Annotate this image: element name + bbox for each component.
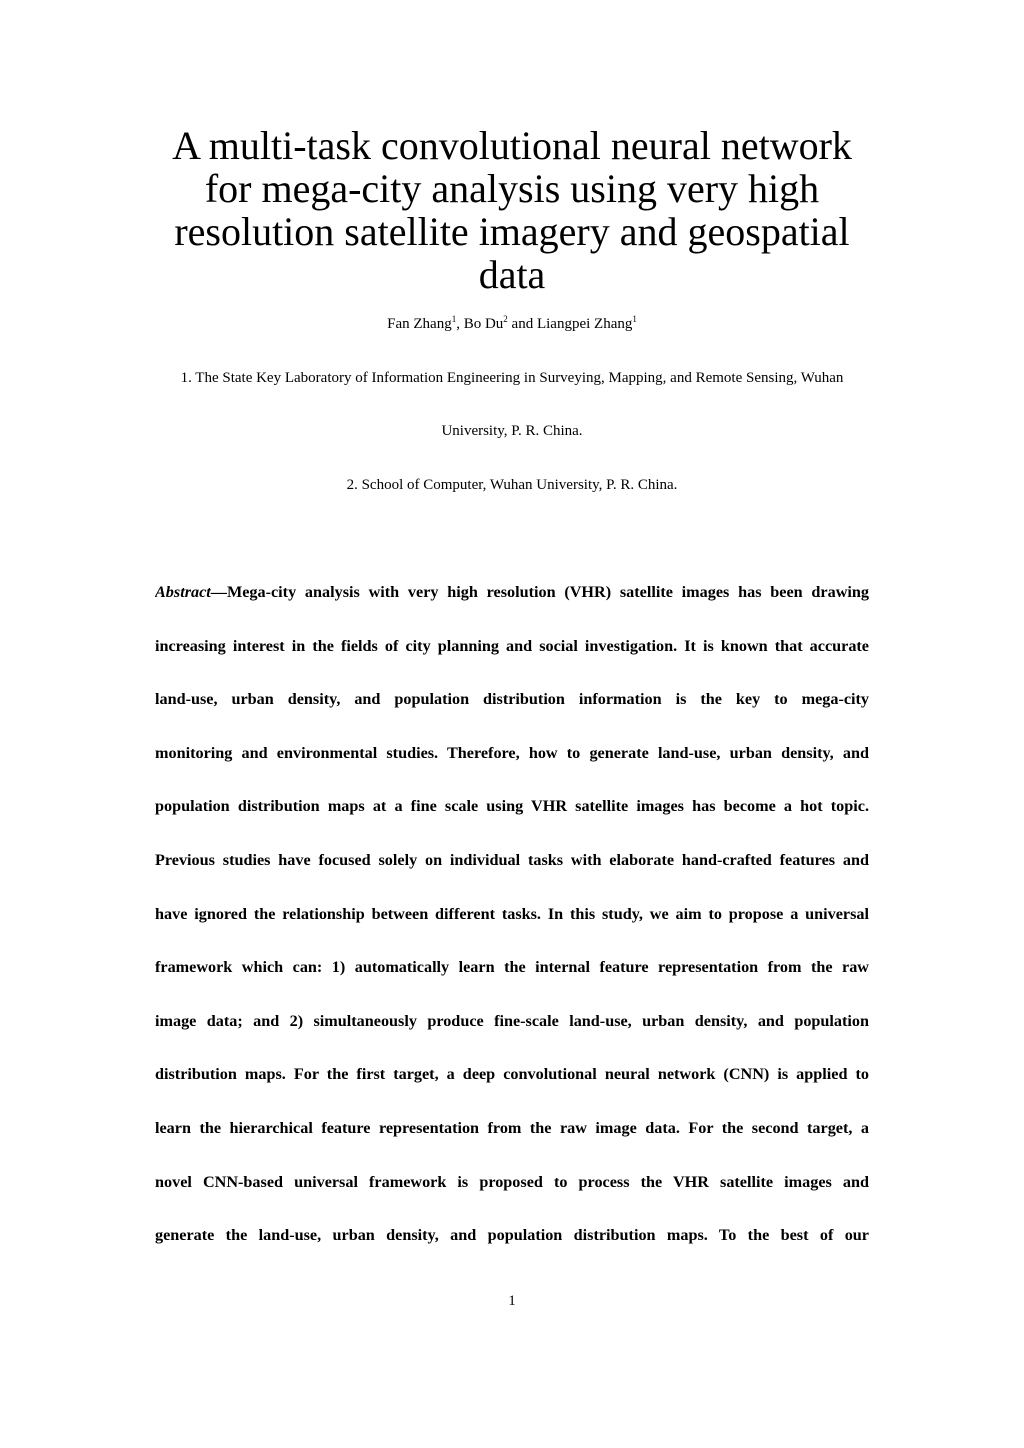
title-line: data: [478, 252, 546, 297]
affiliation-1-line-2: University, P. R. China.: [441, 423, 583, 439]
abstract-line: monitoring and environmental studies. Therefore, how to generate land-use, urban density, and: [155, 743, 869, 762]
abstract-line: population distribution maps at a fine scale using VHR satellite images has become a hot topic.: [155, 797, 869, 816]
title-line: A multi-task convolutional neural network: [172, 123, 852, 168]
abstract-line: learn the hierarchical feature representation from the raw image data. For the second target, a: [155, 1118, 869, 1137]
abstract-line: Previous studies have focused solely on individual tasks with elaborate hand-crafted features and: [155, 850, 869, 869]
author-name: Liangpei Zhang: [536, 316, 633, 332]
author-name: Bo Du: [463, 316, 504, 332]
author-separator: ,: [456, 316, 464, 332]
abstract-line: have ignored the relationship between different tasks. In this study, we aim to propose a universal: [155, 904, 869, 923]
page-number: 1: [508, 1293, 516, 1309]
abstract-line: framework which can: 1) automatically learn the internal feature representation from the raw: [155, 958, 869, 977]
abstract-line: image data; and 2) simultaneously produce fine-scale land-use, urban density, and population: [155, 1011, 869, 1030]
abstract-line: generate the land-use, urban density, and population distribution maps. To the best of our: [155, 1226, 869, 1245]
abstract-line: land-use, urban density, and population distribution information is the key to mega-city: [155, 690, 869, 709]
author-list: [0, 314, 1024, 334]
affiliation-1-line-1: 1. The State Key Laboratory of Information Engineering in Surveying, Mapping, and Remote Sensing, Wuhan: [180, 370, 844, 386]
abstract-line: novel CNN-based universal framework is proposed to process the VHR satellite images and: [155, 1172, 869, 1191]
abstract-text: —Mega-city analysis with very high resolution (VHR) satellite images has been drawing: [210, 583, 869, 601]
title-line: for mega-city analysis using very high: [204, 166, 820, 211]
abstract-line: distribution maps. For the first target, a deep convolutional neural network (CNN) is applied to: [155, 1065, 869, 1084]
author-affiliation-mark: 1: [451, 314, 457, 324]
abstract-line: [155, 579, 869, 633]
abstract: [155, 579, 869, 1276]
affiliation-2: 2. School of Computer, Wuhan University, P. R. China.: [346, 477, 678, 493]
abstract-label: Abstract: [155, 583, 211, 601]
author-affiliation-mark: 1: [632, 314, 637, 324]
author-name: Fan Zhang: [387, 316, 452, 332]
author-separator: and: [507, 316, 537, 332]
paper-title: [130, 124, 894, 296]
abstract-line: increasing interest in the fields of city planning and social investigation. It is known that accurate: [155, 636, 869, 655]
title-line: resolution satellite imagery and geospatial: [174, 209, 850, 254]
author-affiliation-mark: 2: [503, 314, 508, 324]
